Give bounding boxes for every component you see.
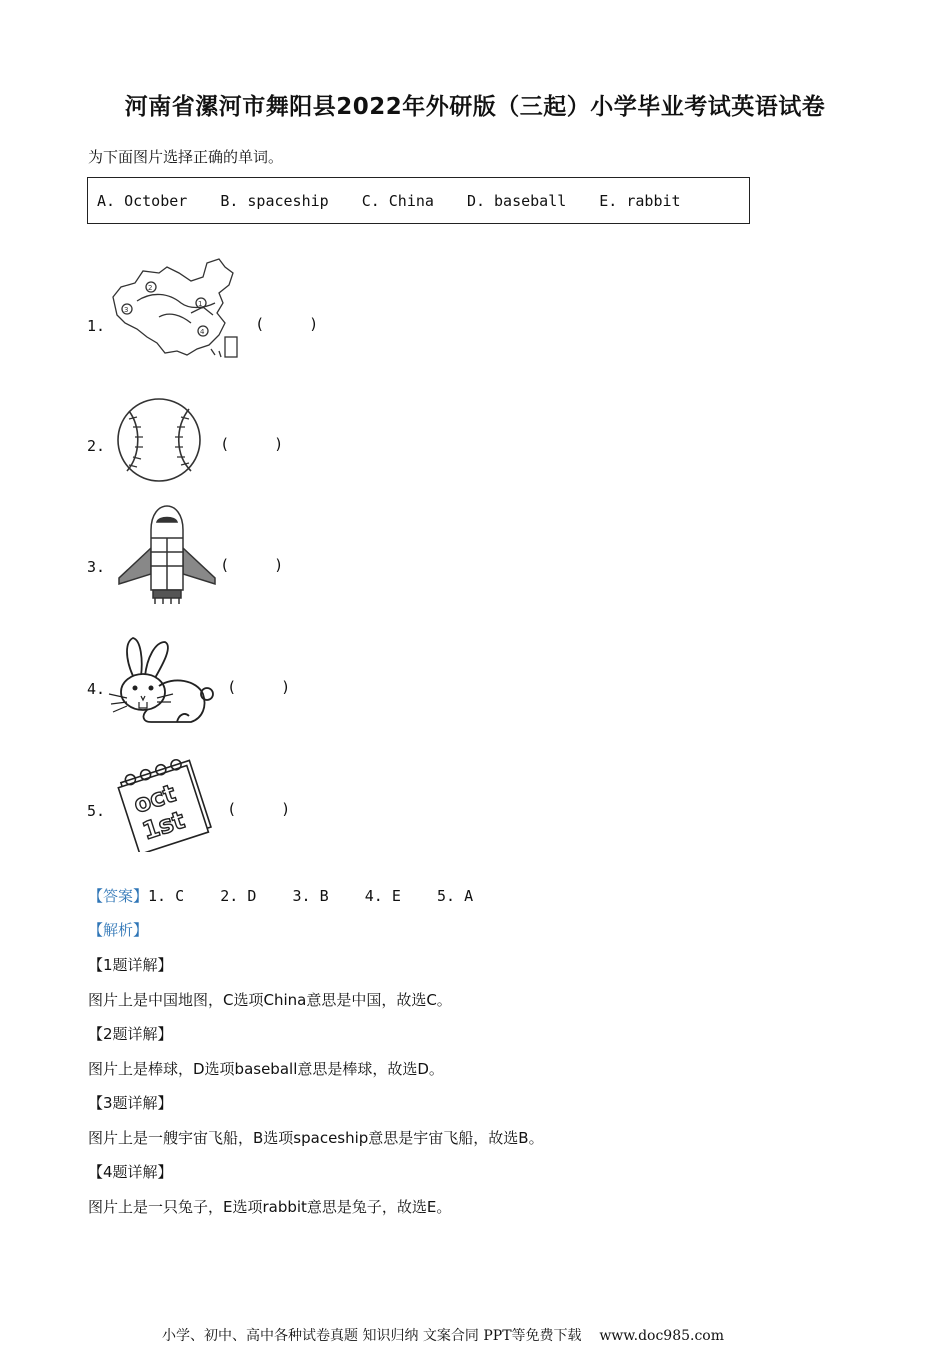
answer-blank: ( ) — [257, 315, 317, 333]
instruction-text: 为下面图片选择正确的单词。 — [88, 148, 284, 166]
option-b: B. spaceship — [220, 191, 329, 210]
question-number: 5. — [87, 802, 106, 820]
detail-4-text: 图片上是一只兔子，E选项rabbit意思是兔子，故选E。 — [88, 1198, 452, 1216]
answer-blank: ( ) — [229, 678, 289, 696]
china-map-icon — [107, 257, 247, 362]
detail-3-heading: 【3题详解】 — [88, 1094, 173, 1112]
question-number: 1. — [87, 317, 106, 335]
svg-text:2: 2 — [148, 284, 153, 292]
detail-1-text: 图片上是中国地图，C选项China意思是中国，故选C。 — [88, 991, 452, 1009]
answer-blank: ( ) — [222, 556, 282, 574]
answer-section — [88, 885, 473, 906]
footer-text: 小学、初中、高中各种试卷真题 知识归纳 文案合同 PPT等免费下载 www.doc985.com — [162, 1328, 725, 1344]
calendar-oct-icon — [115, 752, 215, 852]
word-options-box — [87, 177, 750, 224]
svg-text:4: 4 — [200, 328, 205, 336]
detail-1-heading: 【1题详解】 — [88, 956, 173, 974]
page-title: 河南省漯河市舞阳县2022年外研版（三起）小学毕业考试英语试卷 — [124, 94, 826, 120]
svg-text:3: 3 — [124, 306, 129, 314]
baseball-icon — [115, 397, 205, 483]
detail-3-text: 图片上是一艘宇宙飞船，B选项spaceship意思是宇宙飞船，故选B。 — [88, 1129, 544, 1147]
answer-label: 【答案】 — [88, 887, 149, 905]
option-d: D. baseball — [466, 191, 567, 210]
detail-2-heading: 【2题详解】 — [88, 1025, 173, 1043]
rabbit-icon — [107, 636, 217, 732]
answer-blank: ( ) — [222, 435, 282, 453]
svg-text:1: 1 — [198, 300, 203, 308]
detail-4-heading: 【4题详解】 — [88, 1163, 173, 1181]
detail-2-text: 图片上是棒球，D选项baseball意思是棒球，故选D。 — [88, 1060, 444, 1078]
question-number: 2. — [87, 437, 106, 455]
calendar-day-label: 1st — [138, 805, 188, 846]
question-number: 3. — [87, 558, 106, 576]
option-a: A. October — [97, 191, 188, 210]
explanation-label: 【解析】 — [88, 921, 149, 939]
answer-blank: ( ) — [229, 800, 289, 818]
spaceship-icon — [115, 504, 219, 608]
option-e: E. rabbit — [599, 191, 681, 210]
option-c: C. China — [361, 191, 434, 210]
question-number: 4. — [87, 680, 106, 698]
answer-text: 1. C 2. D 3. B 4. E 5. A — [148, 887, 474, 905]
calendar-month-label: oct — [130, 779, 180, 819]
